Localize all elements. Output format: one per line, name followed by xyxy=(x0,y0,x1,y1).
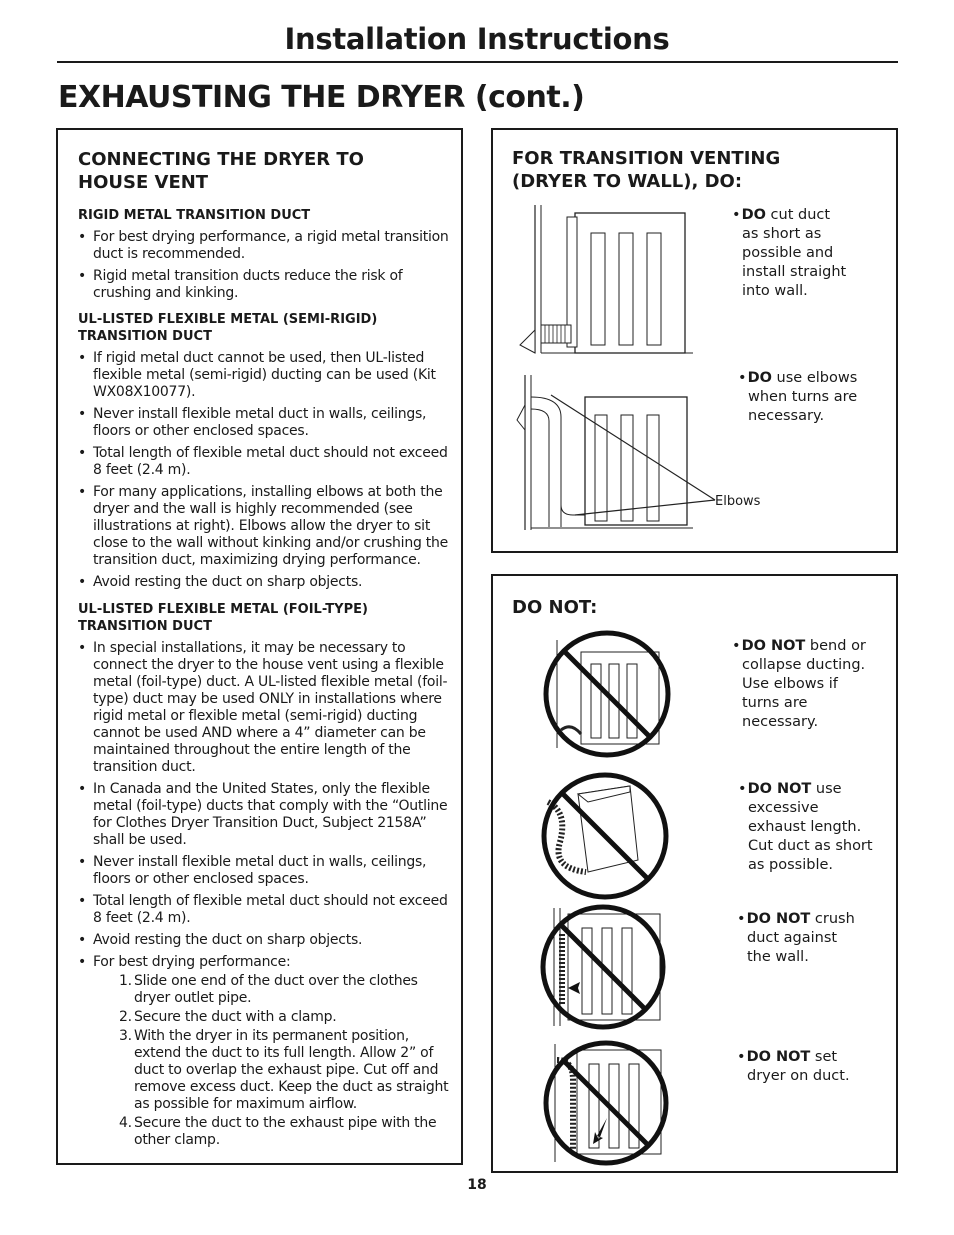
caption-line: necessary. xyxy=(742,714,819,730)
caption-line: into wall. xyxy=(742,283,808,299)
step-item xyxy=(119,1028,453,1113)
do-label: DO xyxy=(747,370,772,386)
do-not-label: DO NOT xyxy=(746,911,811,927)
list-item: • In special installations, it may be necessary to connect the dryer to the house vent using a flexible metal (foil-type) duct. A UL-listed flexible metal (foil-type) duct may be used ONLY in installations where rigid metal or flexible metal (semi-rigid) ducting cannot be used AND where a 4” diameter can be maintained throughout the entire length of the transition duct. xyxy=(78,640,453,776)
header-rule xyxy=(57,61,898,63)
caption-line: turns are xyxy=(742,695,808,711)
caption-line: duct against xyxy=(747,930,838,946)
foil-type-title-line1: UL-LISTED FLEXIBLE METAL (FOIL-TYPE) xyxy=(78,602,368,617)
do-not-excessive-text xyxy=(738,780,873,875)
transition-heading xyxy=(512,147,780,193)
do-not-heading: DO NOT: xyxy=(512,597,598,618)
do-not-label: DO NOT xyxy=(746,1049,811,1065)
caption-line: bend or xyxy=(805,638,866,654)
connecting-heading-line2: HOUSE VENT xyxy=(78,172,209,193)
list-item: • In Canada and the United States, only the flexible metal (foil-type) ducts that comply with the “Outline for Clothes Dryer Transition Duct, Subject 2158A” shall be used. xyxy=(78,781,453,849)
page-number: 18 xyxy=(467,1177,487,1193)
caption-line: the wall. xyxy=(747,949,809,965)
list-item: • Total length of flexible metal duct should not exceed 8 feet (2.4 m). xyxy=(78,445,453,479)
bullet-dot: • xyxy=(737,1049,746,1065)
do-not-label: DO NOT xyxy=(747,781,812,797)
do-label: DO xyxy=(741,207,766,223)
transition-heading-line2: (DRYER TO WALL), DO: xyxy=(512,171,743,192)
caption-line: Cut duct as short xyxy=(748,838,873,854)
straight-duct-illustration xyxy=(515,205,695,355)
list-item: • Rigid metal transition ducts reduce the risk of crushing and kinking. xyxy=(78,268,453,302)
bullet-dot: • xyxy=(732,207,741,223)
caption-line: cut duct xyxy=(765,207,831,223)
do-not-crush-text xyxy=(737,910,855,967)
caption-line: exhaust length. xyxy=(748,819,862,835)
section-title: EXHAUSTING THE DRYER (cont.) xyxy=(58,80,585,115)
prohibited-dryer-on-duct-icon xyxy=(543,1040,671,1166)
caption-line: install straight xyxy=(742,264,847,280)
step-item xyxy=(119,1009,453,1026)
list-item: • Never install flexible metal duct in walls, ceilings, floors or other enclosed spaces. xyxy=(78,854,453,888)
list-item: • If rigid metal duct cannot be used, then UL-listed flexible metal (semi-rigid) ducting can be used (Kit WX08X10077). xyxy=(78,350,453,401)
best-performance-intro: For best drying performance: xyxy=(93,954,291,970)
caption-line: possible and xyxy=(742,245,834,261)
list-item: • Never install flexible metal duct in walls, ceilings, floors or other enclosed spaces. xyxy=(78,406,453,440)
step-text: Secure the duct with a clamp. xyxy=(134,1009,337,1025)
step-item xyxy=(119,1115,453,1149)
caption-line: as possible. xyxy=(748,857,834,873)
caption-line: use xyxy=(811,781,842,797)
bullet-dot: • xyxy=(738,370,747,386)
foil-type-list xyxy=(78,640,453,1154)
step-number: 2. xyxy=(119,1009,132,1025)
caption-line: necessary. xyxy=(748,408,825,424)
steps-list xyxy=(119,973,453,1149)
bullet-dot: • xyxy=(732,638,741,654)
step-number: 3. xyxy=(119,1028,132,1044)
prohibited-crushed-duct-icon xyxy=(540,904,670,1030)
caption-line: crush xyxy=(810,911,855,927)
rigid-duct-list xyxy=(78,229,453,307)
page-header-title: Installation Instructions xyxy=(284,22,670,56)
list-item: • Total length of flexible metal duct should not exceed 8 feet (2.4 m). xyxy=(78,893,453,927)
semi-rigid-list xyxy=(78,350,453,596)
connecting-heading xyxy=(78,148,364,194)
caption-line: collapse ducting. xyxy=(742,657,866,673)
list-item: • For many applications, installing elbows at both the dryer and the wall is highly recommended (see illustrations at right). Elbows allow the dryer to sit close to the wall without kinking and/or crushing the transition duct, maximizing drying performance. xyxy=(78,484,453,569)
list-item: • For best drying performance, a rigid metal transition duct is recommended. xyxy=(78,229,453,263)
do-not-bend-text xyxy=(732,637,866,732)
step-item xyxy=(119,973,453,1007)
prohibited-bent-duct-icon xyxy=(543,630,671,758)
caption-line: dryer on duct. xyxy=(747,1068,850,1084)
caption-line: as short as xyxy=(742,226,822,242)
step-text: Slide one end of the duct over the clothes dryer outlet pipe. xyxy=(134,973,418,1006)
caption-line: when turns are xyxy=(748,389,858,405)
foil-type-subheading xyxy=(78,601,448,635)
semi-rigid-title-line1: UL-LISTED FLEXIBLE METAL (SEMI-RIGID) xyxy=(78,312,378,327)
caption-line: use elbows xyxy=(771,370,858,386)
list-item xyxy=(78,954,453,1149)
prohibited-excessive-duct-icon xyxy=(530,772,680,900)
step-number: 4. xyxy=(119,1115,132,1131)
elbows-illustration xyxy=(515,375,720,535)
list-item: • Avoid resting the duct on sharp objects. xyxy=(78,932,453,949)
list-item: • Avoid resting the duct on sharp objects. xyxy=(78,574,453,591)
do-use-elbows-text xyxy=(738,369,857,426)
step-number: 1. xyxy=(119,973,132,989)
step-text: Secure the duct to the exhaust pipe with the other clamp. xyxy=(134,1115,437,1148)
step-text: With the dryer in its permanent position, extend the duct to its full length. Allow 2” of duct to overlap the exhaust pipe. Cut off and remove excess duct. Keep the duct as straight as possible for maximum airflow. xyxy=(134,1028,449,1112)
connecting-heading-line1: CONNECTING THE DRYER TO xyxy=(78,149,364,170)
caption-line: set xyxy=(810,1049,838,1065)
do-cut-duct-text xyxy=(732,206,846,301)
caption-line: Use elbows if xyxy=(742,676,838,692)
do-not-label: DO NOT xyxy=(741,638,806,654)
semi-rigid-title-line2: TRANSITION DUCT xyxy=(78,329,212,344)
transition-heading-line1: FOR TRANSITION VENTING xyxy=(512,148,781,169)
rigid-duct-subheading xyxy=(78,207,448,224)
bullet-dot: • xyxy=(737,911,746,927)
bullet-dot: • xyxy=(738,781,747,797)
rigid-duct-title: RIGID METAL TRANSITION DUCT xyxy=(78,208,311,223)
caption-line: excessive xyxy=(748,800,819,816)
semi-rigid-subheading xyxy=(78,311,448,345)
connecting-dryer-panel xyxy=(56,128,463,1165)
elbows-label: Elbows xyxy=(715,494,761,509)
do-not-set-text xyxy=(737,1048,850,1086)
foil-type-title-line2: TRANSITION DUCT xyxy=(78,619,212,634)
